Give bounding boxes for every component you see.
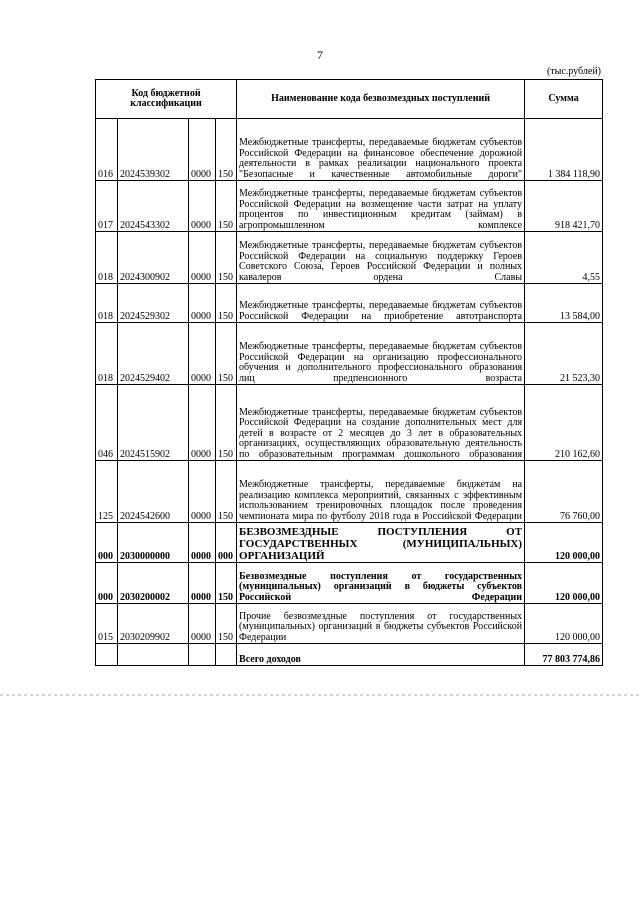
economic-code-cell: 000 [216, 523, 237, 563]
description-cell: Межбюджетные трансферты, передаваемые бюджетам субъектов Российской Федерации на приобретение автотранспорта [237, 284, 525, 323]
admin-code-cell: 046 [96, 385, 118, 461]
total-row [96, 644, 603, 666]
program-code-cell: 0000 [189, 385, 216, 461]
admin-code-cell: 017 [96, 181, 118, 232]
amount-cell: 120 000,00 [525, 563, 603, 604]
amount-cell: 13 584,00 [525, 284, 603, 323]
economic-code-cell: 150 [216, 119, 237, 181]
admin-code-cell: 018 [96, 232, 118, 284]
economic-code-cell [216, 644, 237, 666]
amount-cell: 4,55 [525, 232, 603, 284]
income-code-cell: 2024543302 [118, 181, 189, 232]
amount-cell: 21 523,30 [525, 323, 603, 385]
amount-cell: 120 000,00 [525, 604, 603, 644]
program-code-cell: 0000 [189, 232, 216, 284]
program-code-cell [189, 644, 216, 666]
amount-cell: 1 384 118,90 [525, 119, 603, 181]
description-cell: БЕЗВОЗМЕЗДНЫЕ ПОСТУПЛЕНИЯ ОТ ГОСУДАРСТВЕННЫХ (МУНИЦИПАЛЬНЫХ) ОРГАНИЗАЦИЙ [237, 523, 525, 563]
income-code-cell: 2024529402 [118, 323, 189, 385]
program-code-cell: 0000 [189, 323, 216, 385]
amount-cell: 76 760,00 [525, 461, 603, 523]
header-sum: Сумма [525, 80, 603, 119]
units-label: (тыс.рублей) [546, 66, 601, 77]
table-row [96, 119, 603, 181]
income-code-cell: 2030209902 [118, 604, 189, 644]
description-cell: Безвозмездные поступления от государственных (муниципальных) организаций в бюджеты субъектов Российской Федерации [237, 563, 525, 604]
header-name: Наименование кода безвозмездных поступлений [237, 80, 525, 119]
table-row [96, 385, 603, 461]
economic-code-cell: 150 [216, 385, 237, 461]
program-code-cell: 0000 [189, 181, 216, 232]
table-row [96, 604, 603, 644]
economic-code-cell: 150 [216, 284, 237, 323]
description-cell: Межбюджетные трансферты, передаваемые бюджетам на реализацию комплекса мероприятий, связанных с эффективным использованием тренировочных площадок после проведения чемпионата мира по футболу 2018 года в Российской Федерации [237, 461, 525, 523]
description-cell: Межбюджетные трансферты, передаваемые бюджетам субъектов Российской Федерации на социальную поддержку Героев Советского Союза, Героев Российской Федерации и полных кавалеров ордена Славы [237, 232, 525, 284]
table-row [96, 284, 603, 323]
economic-code-cell: 150 [216, 323, 237, 385]
admin-code-cell: 000 [96, 563, 118, 604]
table-row [96, 232, 603, 284]
income-code-cell: 2024515902 [118, 385, 189, 461]
income-code-cell [118, 644, 189, 666]
admin-code-cell: 125 [96, 461, 118, 523]
program-code-cell: 0000 [189, 284, 216, 323]
economic-code-cell: 150 [216, 563, 237, 604]
table-row [96, 461, 603, 523]
program-code-cell: 0000 [189, 461, 216, 523]
revenue-table [95, 79, 603, 666]
admin-code-cell: 018 [96, 284, 118, 323]
program-code-cell: 0000 [189, 119, 216, 181]
page-number: 7 [317, 48, 323, 62]
amount-cell: 918 421,70 [525, 181, 603, 232]
table-row [96, 563, 603, 604]
description-cell: Всего доходов [237, 644, 525, 666]
admin-code-cell: 016 [96, 119, 118, 181]
amount-cell: 77 803 774,86 [525, 644, 603, 666]
amount-cell: 210 162,60 [525, 385, 603, 461]
description-cell: Межбюджетные трансферты, передаваемые бюджетам субъектов Российской Федерации на создание дополнительных мест для детей в возрасте от 2 месяцев до 3 лет в образовательных организациях, осуществляющих образовательную деятельность по образовательным программам дошкольного образования [237, 385, 525, 461]
economic-code-cell: 150 [216, 232, 237, 284]
admin-code-cell: 000 [96, 523, 118, 563]
economic-code-cell: 150 [216, 461, 237, 523]
description-cell: Межбюджетные трансферты, передаваемые бюджетам субъектов Российской Федерации на организацию профессионального обучения и дополнительного профессионального образования лиц предпенсионного возраста [237, 323, 525, 385]
program-code-cell: 0000 [189, 604, 216, 644]
income-code-cell: 2030200002 [118, 563, 189, 604]
income-code-cell: 2024300902 [118, 232, 189, 284]
amount-cell: 120 000,00 [525, 523, 603, 563]
table-row [96, 323, 603, 385]
economic-code-cell: 150 [216, 604, 237, 644]
income-code-cell: 2030000000 [118, 523, 189, 563]
table-header-row [96, 80, 603, 119]
description-cell: Межбюджетные трансферты, передаваемые бюджетам субъектов Российской Федерации на возмещение части затрат на уплату процентов по инвестиционным кредитам (займам) в агропромышленном комплексе [237, 181, 525, 232]
admin-code-cell [96, 644, 118, 666]
economic-code-cell: 150 [216, 181, 237, 232]
description-cell: Прочие безвозмездные поступления от государственных (муниципальных) организаций в бюджеты субъектов Российской Федерации [237, 604, 525, 644]
income-code-cell: 2024539302 [118, 119, 189, 181]
program-code-cell: 0000 [189, 523, 216, 563]
description-cell: Межбюджетные трансферты, передаваемые бюджетам субъектов Российской Федерации на финансовое обеспечение дорожной деятельности в рамках реализации национального проекта "Безопасные и качественные автомобильные дороги" [237, 119, 525, 181]
table-row [96, 181, 603, 232]
program-code-cell: 0000 [189, 563, 216, 604]
table-row [96, 523, 603, 563]
admin-code-cell: 015 [96, 604, 118, 644]
admin-code-cell: 018 [96, 323, 118, 385]
income-code-cell: 2024529302 [118, 284, 189, 323]
scan-artifact-line [0, 694, 640, 696]
header-code: Код бюджетной классификации [96, 80, 237, 119]
income-code-cell: 2024542600 [118, 461, 189, 523]
